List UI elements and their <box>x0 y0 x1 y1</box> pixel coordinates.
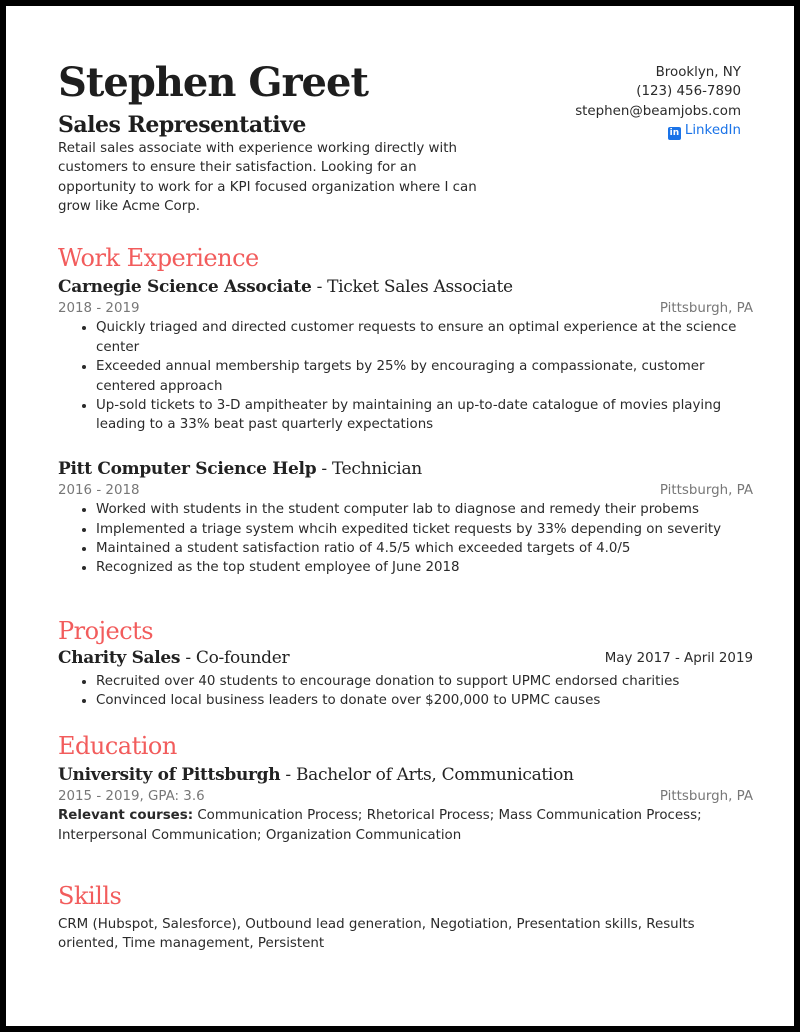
gpa: GPA: 3.6 <box>148 789 205 804</box>
degree: Bachelor of Arts, Communication <box>295 765 574 785</box>
candidate-name: Stephen Greet <box>58 59 368 106</box>
job-dates: 2016 - 2018 <box>58 482 140 498</box>
courses-list: Communication Process; Rhetorical Process; Mass Communication Process; Interpersonal Communication; Organization Communication <box>58 808 702 843</box>
skills-section <box>58 881 753 954</box>
job-location: Pittsburgh, PA <box>659 301 753 316</box>
job-role: Ticket Sales Associate <box>327 277 513 297</box>
section-heading: Projects <box>58 617 154 645</box>
separator: - <box>316 458 332 479</box>
education-header <box>58 763 753 787</box>
education-section <box>58 731 753 845</box>
project-dates: May 2017 - April 2019 <box>604 651 753 666</box>
list-item: • Implemented a triage system whcih expedited ticket requests by 33% depending on severity <box>96 520 753 539</box>
contact-phone: (123) 456-7890 <box>636 84 741 100</box>
job-dates: 2018 - 2019 <box>58 301 140 316</box>
list-item: • Recruited over 40 students to encourage donation to support UPMC endorsed charities <box>96 672 753 691</box>
summary: Retail sales associate with experience working directly with customers to ensure their satisfaction. Looking for an opportunity to work for a KPI focused organization where I can grow like Acme Corp. <box>58 141 477 215</box>
work-experience-section <box>58 243 753 578</box>
resume-page <box>6 6 794 1026</box>
job-location: Pittsburgh, PA <box>659 482 753 498</box>
contact-block <box>575 63 741 141</box>
project-name: Charity Sales <box>58 648 181 668</box>
section-heading: Education <box>58 732 177 760</box>
education-location: Pittsburgh, PA <box>659 789 753 804</box>
education-dates: 2015 - 2019, <box>58 789 149 804</box>
linkedin-label: LinkedIn <box>684 123 741 139</box>
job-role: Technician <box>331 458 422 479</box>
list-item: • Up-sold tickets to 3-D ampitheater by maintaining an up-to-date catalogue of movies playing leading to a 33% beat past quarterly expectations <box>96 396 753 435</box>
job-header <box>58 275 753 299</box>
list-item: • Convinced local business leaders to donate over $200,000 to UPMC causes <box>96 691 753 710</box>
company: Carnegie Science Associate <box>58 277 312 297</box>
list-item: • Exceeded annual membership targets by 25% by encouraging a compassionate, customer centered approach <box>96 357 753 396</box>
school: University of Pittsburgh <box>58 765 281 785</box>
separator: - <box>280 765 296 785</box>
section-heading: Work Experience <box>58 244 259 272</box>
skills-list: CRM (Hubspot, Salesforce), Outbound lead generation, Negotiation, Presentation skills, Results oriented, Time management, Persistent <box>58 917 695 952</box>
separator: - <box>180 648 196 668</box>
courses-label: Relevant courses: <box>58 808 194 824</box>
candidate-title: Sales Representative <box>58 112 306 138</box>
list-item: • Quickly triaged and directed customer requests to ensure an optimal experience at the science center <box>96 318 753 357</box>
list-item: • Maintained a student satisfaction ratio of 4.5/5 which exceeded targets of 4.0/5 <box>96 539 753 558</box>
project-header <box>58 646 753 672</box>
job-meta <box>58 481 753 500</box>
job-header <box>58 457 753 481</box>
education-meta <box>58 787 753 806</box>
linkedin-link[interactable] <box>668 123 741 138</box>
relevant-courses <box>58 806 753 845</box>
separator: - <box>311 277 328 297</box>
company: Pitt Computer Science Help <box>58 458 317 479</box>
linkedin-icon: in <box>669 128 680 139</box>
section-heading: Skills <box>58 882 122 910</box>
job-meta <box>58 299 753 318</box>
list-item: • Worked with students in the student computer lab to diagnose and remedy their probems <box>96 500 753 519</box>
contact-email[interactable]: stephen@beamjobs.com <box>575 103 741 119</box>
project-role: Co-founder <box>195 648 290 668</box>
project-title <box>58 646 289 672</box>
projects-section <box>58 616 753 711</box>
list-item: • Recognized as the top student employee of June 2018 <box>96 558 753 577</box>
contact-location: Brooklyn, NY <box>655 65 741 80</box>
